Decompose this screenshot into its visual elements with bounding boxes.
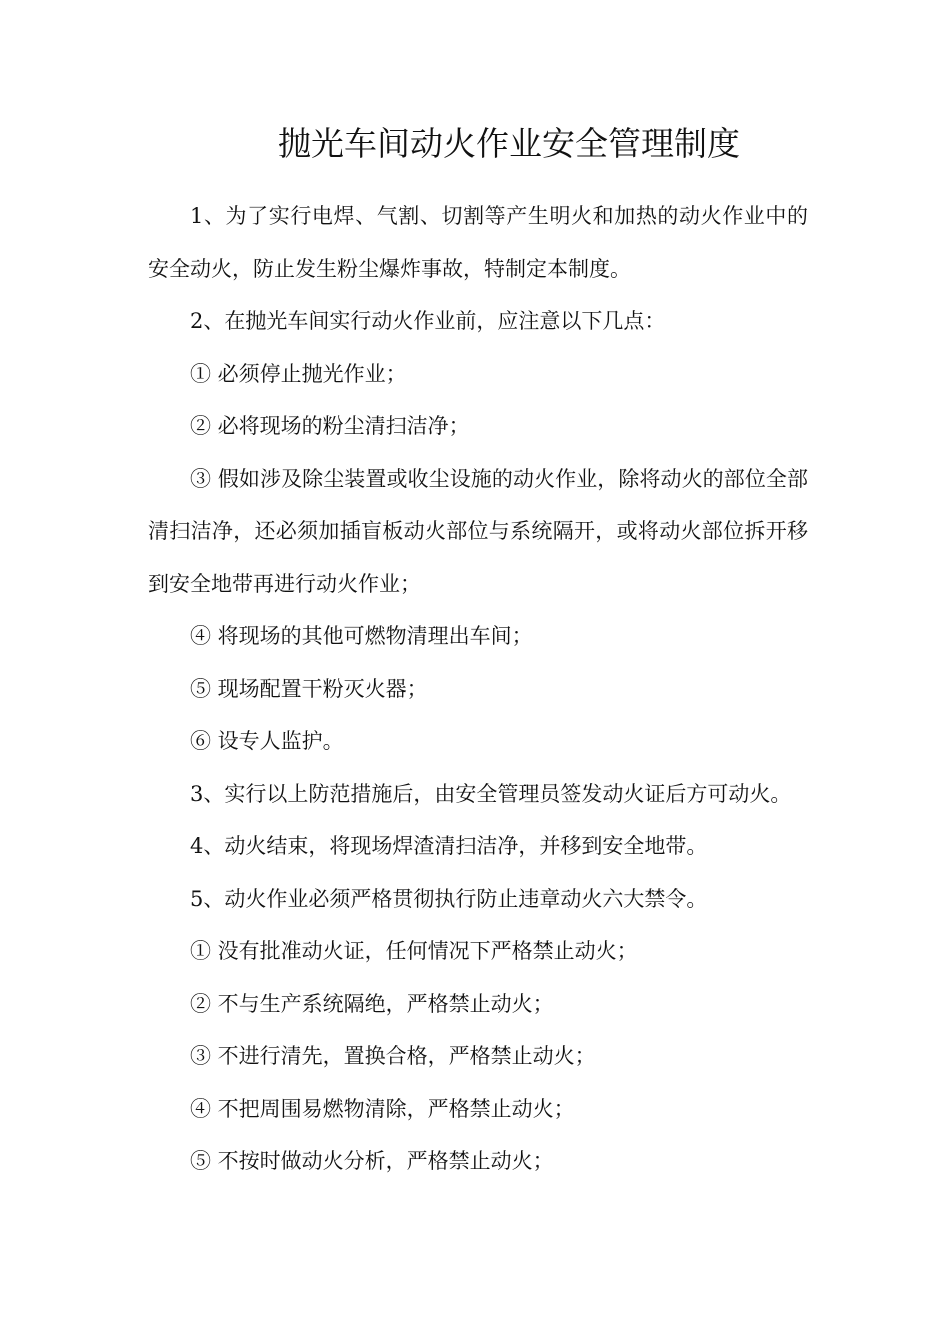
- prohibition-item-1: ① 没有批准动火证，任何情况下严格禁止动火；: [190, 939, 638, 963]
- paragraph-3: 3、实行以上防范措施后，由安全管理员签发动火证后方可动火。: [190, 781, 792, 806]
- list-item-clean-dust: ② 必将现场的粉尘清扫洁净；: [190, 414, 470, 438]
- prohibition-item-3: ③ 不进行清先，置换合格，严格禁止动火；: [190, 1044, 596, 1068]
- list-item-extinguisher: ⑤ 现场配置干粉灭火器；: [190, 676, 428, 701]
- list-item-dust-equipment: ③ 假如涉及除尘装置或收尘设施的动火作业，除将动火的部位全部清扫洁净，还必须加插盲板动火部位与系统隔开，或将动火部位拆开移到安全地带再进行动火作业；: [148, 466, 808, 596]
- list-item-supervisor: ⑥ 设专人监护。: [190, 729, 344, 753]
- document-title: 抛光车间动火作业安全管理制度: [278, 124, 740, 163]
- prohibition-item-5: ⑤ 不按时做动火分析，严格禁止动火；: [190, 1149, 554, 1173]
- document-body: [148, 190, 808, 1188]
- paragraph-4: 4、动火结束，将现场焊渣清扫洁净，并移到安全地带。: [190, 834, 708, 858]
- list-item-remove-combustibles: ④ 将现场的其他可燃物清理出车间；: [190, 624, 533, 648]
- paragraph-5: 5、动火作业必须严格贯彻执行防止违章动火六大禁令。: [190, 886, 708, 911]
- list-item-stop-polishing: ① 必须停止抛光作业；: [190, 361, 407, 386]
- prohibition-item-4: ④ 不把周围易燃物清除，严格禁止动火；: [190, 1096, 575, 1121]
- prohibition-item-2: ② 不与生产系统隔绝，严格禁止动火；: [190, 991, 554, 1016]
- paragraph-1: 1、为了实行电焊、气割、切割等产生明火和加热的动火作业中的安全动火，防止发生粉尘爆炸事故，特制定本制度。: [148, 204, 808, 281]
- paragraph-2: 2、在抛光车间实行动火作业前，应注意以下几点：: [190, 309, 666, 333]
